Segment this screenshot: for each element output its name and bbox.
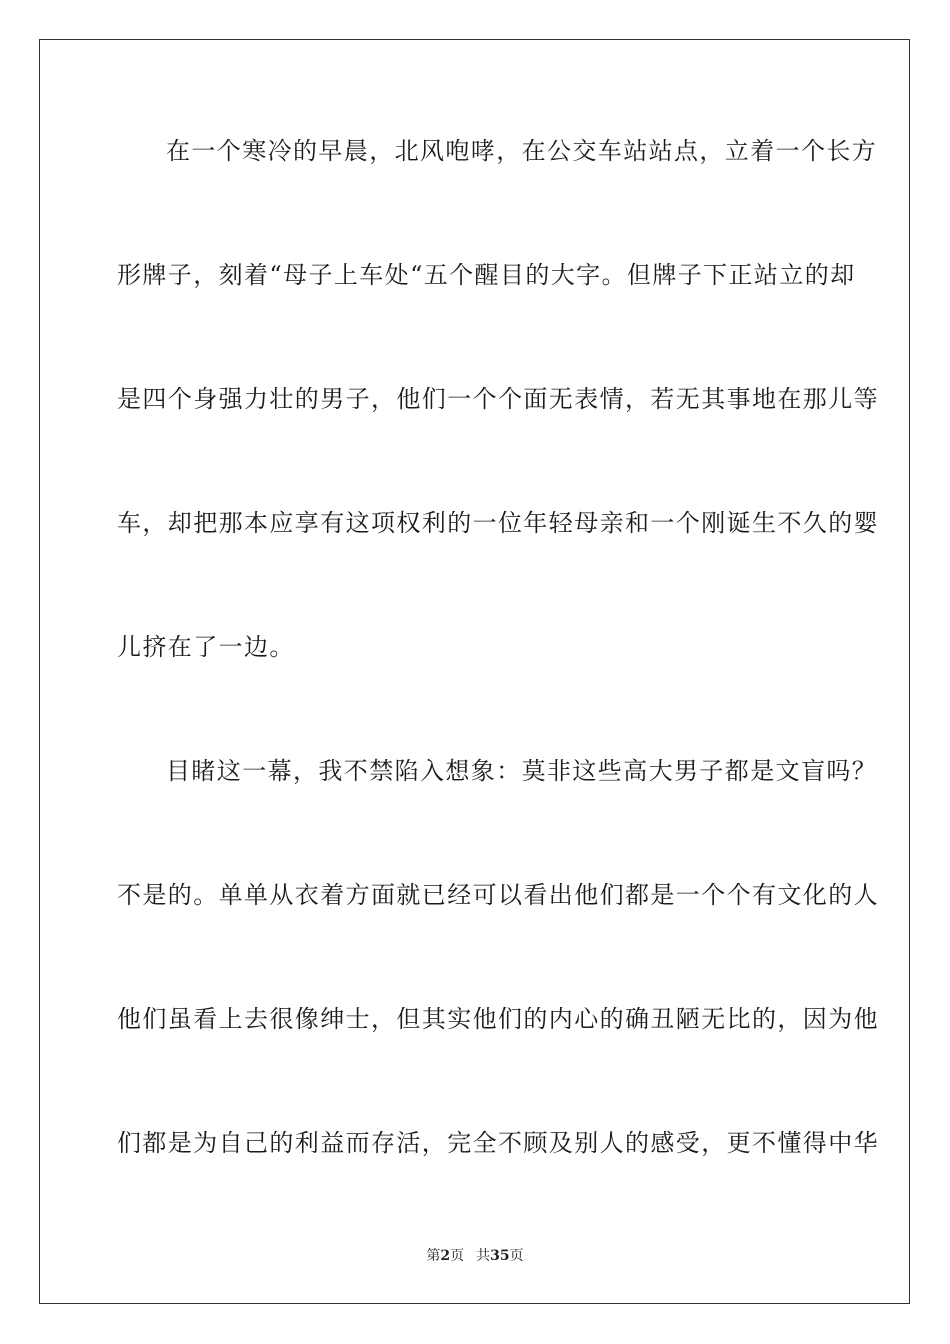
- footer-total-number: 35: [490, 1248, 510, 1264]
- paragraph-2-line-3: 他们虽看上去很像绅士，但其实他们的内心的确丑陋无比的，因为他: [117, 1005, 879, 1033]
- page-footer: [0, 1247, 950, 1265]
- paragraph-1-line-3: 是四个身强力壮的男子，他们一个个面无表情，若无其事地在那儿等: [117, 385, 879, 413]
- paragraph-2-line-4: 们都是为自己的利益而存活，完全不顾及别人的感受，更不懂得中华: [117, 1129, 879, 1157]
- footer-page-number: 2: [440, 1248, 451, 1264]
- paragraph-1-line-1: 在一个寒冷的早晨，北风咆哮，在公交车站站点，立着一个长方: [166, 137, 878, 165]
- paragraph-2-line-2: 不是的。单单从衣着方面就已经可以看出他们都是一个个有文化的人: [117, 881, 879, 909]
- footer-total-suffix: 页: [509, 1248, 524, 1264]
- footer-total-prefix: 共: [476, 1248, 491, 1264]
- paragraph-1-line-5: 儿挤在了一边。: [117, 633, 295, 661]
- paragraph-1-line-2: 形牌子，刻着“母子上车处“五个醒目的大字。但牌子下正站立的却: [117, 261, 856, 289]
- page-border: [39, 39, 910, 1304]
- footer-page-prefix: 第: [426, 1248, 441, 1264]
- paragraph-1-line-4: 车，却把那本应享有这项权利的一位年轻母亲和一个刚诞生不久的婴: [117, 509, 879, 537]
- footer-page-suffix: 页: [450, 1248, 465, 1264]
- paragraph-2-line-1: 目睹这一幕，我不禁陷入想象：莫非这些高大男子都是文盲吗？: [166, 757, 878, 785]
